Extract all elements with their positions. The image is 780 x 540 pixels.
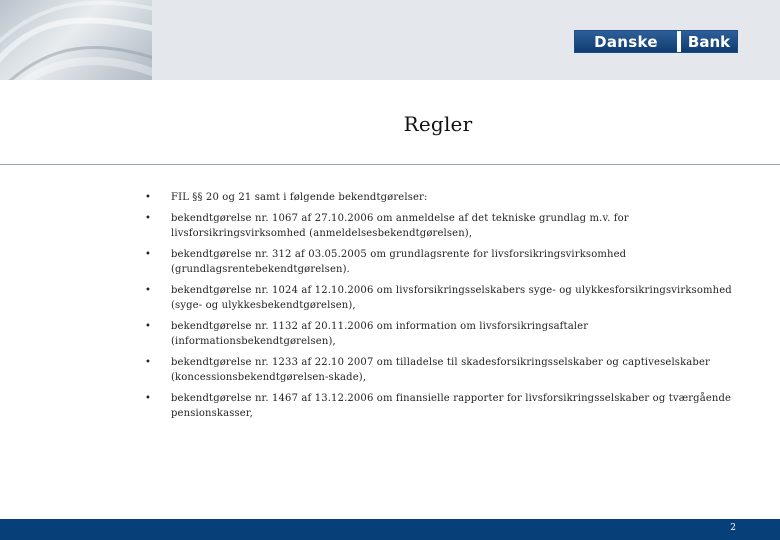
page-title: Regler	[403, 112, 473, 136]
list-item-text: bekendtgørelse nr. 1233 af 22.10 2007 om tilladelse til skadesforsikringsselskaber og captiveselskaber (koncessionsbekendtgørelsen-skade),	[171, 357, 710, 383]
logo-bank: Bank	[681, 31, 737, 52]
list-item-text: bekendtgørelse nr. 312 af 03.05.2005 om grundlagsrente for livsforsikringsvirksomhed (grundlagsrentebekendtgørelsen).	[171, 249, 627, 275]
bullet: •	[145, 249, 152, 260]
list-item	[145, 355, 735, 385]
bullet: •	[145, 393, 152, 404]
rules-list	[145, 190, 735, 427]
bullet: •	[145, 213, 152, 224]
list-item-text: bekendtgørelse nr. 1467 af 13.12.2006 om finansielle rapporter for livsforsikringsselskaber og tværgående pensionskasser,	[171, 393, 732, 419]
bullet: •	[145, 357, 152, 368]
list-item	[145, 247, 735, 277]
list-item	[145, 319, 735, 349]
header-decorative-image	[0, 0, 152, 80]
bullet: •	[145, 192, 152, 203]
list-item-text: FIL §§ 20 og 21 samt i følgende bekendtgørelser:	[171, 192, 428, 203]
list-item	[145, 211, 735, 241]
list-item	[145, 391, 735, 421]
header-swirl-graphic	[0, 0, 152, 80]
list-item-text: bekendtgørelse nr. 1132 af 20.11.2006 om information om livsforsikringsaftaler (informationsbekendtgørelsen),	[171, 321, 589, 347]
logo-danske: Danske	[575, 31, 677, 52]
list-item-text: bekendtgørelse nr. 1024 af 12.10.2006 om livsforsikringsselskabers syge- og ulykkesforsikringsvirksomhed (syge- og ulykkesbekendtgørelsen),	[171, 285, 732, 311]
list-item-text: bekendtgørelse nr. 1067 af 27.10.2006 om anmeldelse af det tekniske grundlag m.v. for livsforsikringsvirksomhed (anmeldelsesbekendtgørelsen),	[171, 213, 629, 239]
list-item	[145, 190, 735, 205]
page-number: 2	[730, 523, 736, 533]
bullet: •	[145, 285, 152, 296]
bullet: •	[145, 321, 152, 332]
title-divider	[0, 164, 780, 165]
footer-bar	[0, 519, 780, 540]
danske-bank-logo	[574, 30, 738, 53]
list-item	[145, 283, 735, 313]
